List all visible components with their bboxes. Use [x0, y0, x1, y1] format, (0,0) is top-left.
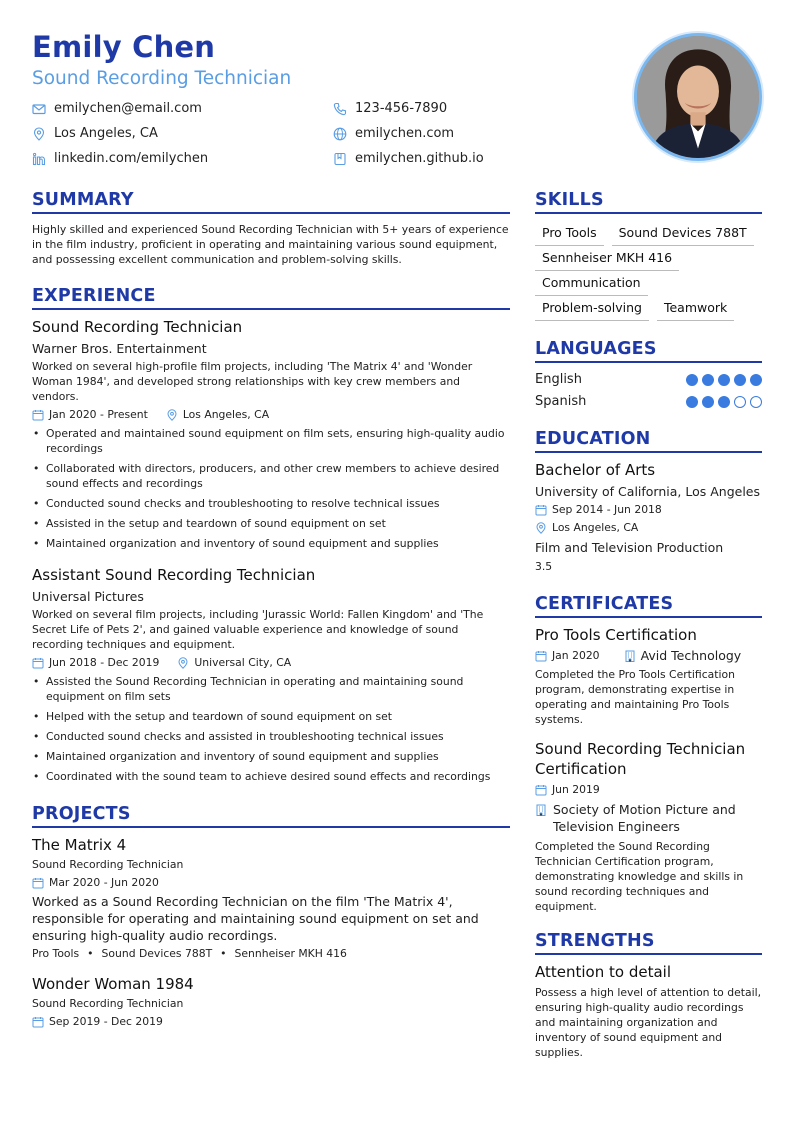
job-position: Assistant Sound Recording Technician	[32, 566, 316, 584]
list-item: • Helped with the setup and teardown of sound equipment on set	[46, 709, 510, 724]
job-bullets	[32, 426, 510, 551]
project-meta	[32, 1015, 510, 1028]
languages-heading: LANGUAGES	[535, 339, 762, 363]
job-location: Los Angeles, CA	[182, 408, 270, 421]
education-location: Los Angeles, CA	[552, 521, 639, 534]
language-level-dots	[686, 396, 762, 408]
skills-list	[535, 221, 762, 321]
building-icon	[624, 650, 636, 662]
project-role: Sound Recording Technician	[32, 997, 184, 1010]
calendar-icon	[535, 650, 547, 662]
list-item: • Coordinated with the sound team to achieve desired sound effects and recordings	[46, 769, 510, 784]
strength-description: Possess a high level of attention to detail, ensuring high-quality audio recordings and maintaining organization and inventory of sound equipment and supplies.	[535, 986, 762, 1059]
skill-tag: Sennheiser MKH 416	[535, 247, 679, 271]
certificate-entry	[535, 739, 762, 914]
map-pin-icon	[166, 409, 178, 421]
level-dot-filled	[750, 374, 762, 386]
certificate-title: Pro Tools Certification	[535, 626, 697, 644]
language-name: Spanish	[535, 394, 587, 409]
certificate-date-row	[535, 783, 762, 796]
level-dot-filled	[702, 396, 714, 408]
job-description: Worked on several high-profile film projects, including 'The Matrix 4' and 'Wonder Woman 1984', and developed strong relationships with key crew members and vendors.	[32, 360, 473, 403]
certificate-meta	[535, 648, 762, 663]
job-meta	[32, 408, 510, 421]
project-meta	[32, 876, 510, 889]
certificate-issuer-row	[535, 801, 762, 835]
project-role: Sound Recording Technician	[32, 858, 184, 871]
project-description: Worked as a Sound Recording Technician on the film 'The Matrix 4', responsible for operating and maintaining sound equipment on set and ensuring high-quality audio recordings.	[32, 894, 479, 943]
left-column	[32, 190, 510, 1028]
level-dot-filled	[718, 374, 730, 386]
job-company: Universal Pictures	[32, 589, 144, 604]
education-dates-row	[535, 503, 762, 516]
website-text[interactable]: emilychen.com	[355, 126, 455, 141]
list-item: • Operated and maintained sound equipment on film sets, ensuring high-quality audio recordings	[46, 426, 510, 456]
list-item: • Collaborated with directors, producers, and other crew members to achieve desired sound effects and recordings	[46, 461, 510, 491]
list-item: • Maintained organization and inventory of sound equipment and supplies	[46, 749, 510, 764]
projects-heading: PROJECTS	[32, 804, 510, 828]
phone-icon	[333, 102, 347, 116]
contact-linkedin	[32, 151, 208, 166]
skill-tag: Problem-solving	[535, 297, 649, 321]
candidate-name: Emily Chen	[32, 30, 216, 64]
job-location: Universal City, CA	[194, 656, 292, 669]
contact-email	[32, 101, 202, 116]
contact-location	[32, 126, 158, 141]
globe-icon	[333, 127, 347, 141]
linkedin-text[interactable]: linkedin.com/emilychen	[54, 151, 209, 166]
summary-heading: SUMMARY	[32, 190, 510, 214]
skill-tag: Sound Devices 788T	[612, 222, 754, 246]
education-degree: Bachelor of Arts	[535, 461, 656, 479]
email-text[interactable]: emilychen@email.com	[54, 101, 202, 116]
education-heading: EDUCATION	[535, 429, 762, 453]
project-dates: Sep 2019 - Dec 2019	[49, 1015, 163, 1028]
skill-tag: Pro Tools	[535, 222, 604, 246]
education-dates: Sep 2014 - Jun 2018	[552, 503, 662, 516]
location-text: Los Angeles, CA	[54, 126, 158, 141]
map-pin-icon	[177, 657, 189, 669]
job-position: Sound Recording Technician	[32, 318, 243, 336]
project-title: Wonder Woman 1984	[32, 975, 194, 993]
education-school: University of California, Los Angeles	[535, 484, 761, 499]
summary-text: Highly skilled and experienced Sound Recording Technician with 5+ years of experience in the film industry, proficient in operating and maintaining various sound equipment, and possessing excellent communication and problem-solving skills.	[32, 223, 509, 266]
job-meta	[32, 656, 510, 669]
certificate-description: Completed the Sound Recording Technician Certification program, demonstrating knowledge and skills in sound recording techniques and equipment.	[535, 840, 744, 913]
phone-text: 123-456-7890	[355, 101, 448, 116]
level-dot-filled	[686, 374, 698, 386]
language-name: English	[535, 372, 582, 387]
calendar-icon	[535, 784, 547, 796]
education-field: Film and Television Production	[535, 540, 724, 555]
certificate-issuer: Avid Technology	[640, 648, 742, 663]
job-company: Warner Bros. Entertainment	[32, 341, 207, 356]
strength-title: Attention to detail	[535, 963, 671, 981]
certificate-entry	[535, 626, 762, 727]
level-dot-filled	[718, 396, 730, 408]
job-title: Sound Recording Technician	[32, 68, 292, 89]
job-entry	[32, 566, 510, 784]
level-dot-empty	[734, 396, 746, 408]
list-item: • Maintained organization and inventory of sound equipment and supplies	[46, 536, 510, 551]
contact-github	[333, 151, 484, 166]
map-pin-icon	[535, 522, 547, 534]
calendar-icon	[32, 877, 44, 889]
project-tag: Sennheiser MKH 416	[234, 947, 347, 960]
level-dot-filled	[686, 396, 698, 408]
certificate-date: Jun 2019	[552, 783, 600, 796]
profile-photo	[634, 33, 762, 161]
job-bullets	[32, 674, 510, 784]
list-item: • Assisted the Sound Recording Technician in operating and maintaining sound equipment on film sets	[46, 674, 510, 704]
language-row	[535, 394, 762, 409]
level-dot-filled	[702, 374, 714, 386]
job-dates: Jan 2020 - Present	[49, 408, 148, 421]
skill-tag: Communication	[535, 272, 648, 296]
job-entry	[32, 318, 510, 551]
list-item: • Conducted sound checks and assisted in troubleshooting technical issues	[46, 729, 510, 744]
language-level-dots	[686, 374, 762, 386]
contact-phone	[333, 101, 447, 116]
tag-separator: •	[87, 947, 94, 960]
calendar-icon	[32, 1016, 44, 1028]
experience-heading: EXPERIENCE	[32, 286, 510, 310]
list-item: • Assisted in the setup and teardown of sound equipment on set	[46, 516, 510, 531]
certificates-heading: CERTIFICATES	[535, 594, 762, 618]
tag-separator: •	[220, 947, 227, 960]
skills-heading: SKILLS	[535, 190, 762, 214]
list-item: • Conducted sound checks and troubleshooting to resolve technical issues	[46, 496, 510, 511]
language-row	[535, 372, 762, 387]
map-pin-icon	[32, 127, 46, 141]
envelope-icon	[32, 102, 46, 116]
github-text[interactable]: emilychen.github.io	[355, 151, 484, 166]
project-dates: Mar 2020 - Jun 2020	[49, 876, 159, 889]
skill-tag: Teamwork	[657, 297, 734, 321]
certificate-description: Completed the Pro Tools Certification program, demonstrating expertise in operating and maintaining Pro Tools systems.	[535, 668, 735, 726]
project-tag: Pro Tools	[32, 947, 80, 960]
certificate-date: Jan 2020	[552, 649, 600, 662]
linkedin-icon	[32, 152, 46, 166]
certificate-issuer: Society of Motion Picture and Television Engineers	[553, 802, 736, 834]
level-dot-filled	[734, 374, 746, 386]
project-title: The Matrix 4	[32, 836, 127, 854]
project-entry	[32, 975, 510, 1028]
strengths-heading: STRENGTHS	[535, 931, 762, 955]
right-column	[535, 190, 762, 1060]
level-dot-empty	[750, 396, 762, 408]
education-location-row	[535, 521, 762, 534]
bookmark-icon	[333, 152, 347, 166]
project-entry	[32, 836, 510, 960]
building-icon	[535, 804, 547, 816]
education-gpa: 3.5	[535, 560, 553, 573]
calendar-icon	[32, 657, 44, 669]
contact-website	[333, 126, 454, 141]
project-tag: Sound Devices 788T	[101, 947, 213, 960]
calendar-icon	[535, 504, 547, 516]
job-description: Worked on several film projects, including 'Jurassic World: Fallen Kingdom' and 'The Secret Life of Pets 2', and gained valuable experience and knowledge of sound recording techniques and equipment.	[32, 608, 484, 651]
job-dates: Jun 2018 - Dec 2019	[49, 656, 160, 669]
calendar-icon	[32, 409, 44, 421]
project-tags	[32, 947, 510, 960]
certificate-title: Sound Recording Technician Certification	[535, 740, 746, 778]
